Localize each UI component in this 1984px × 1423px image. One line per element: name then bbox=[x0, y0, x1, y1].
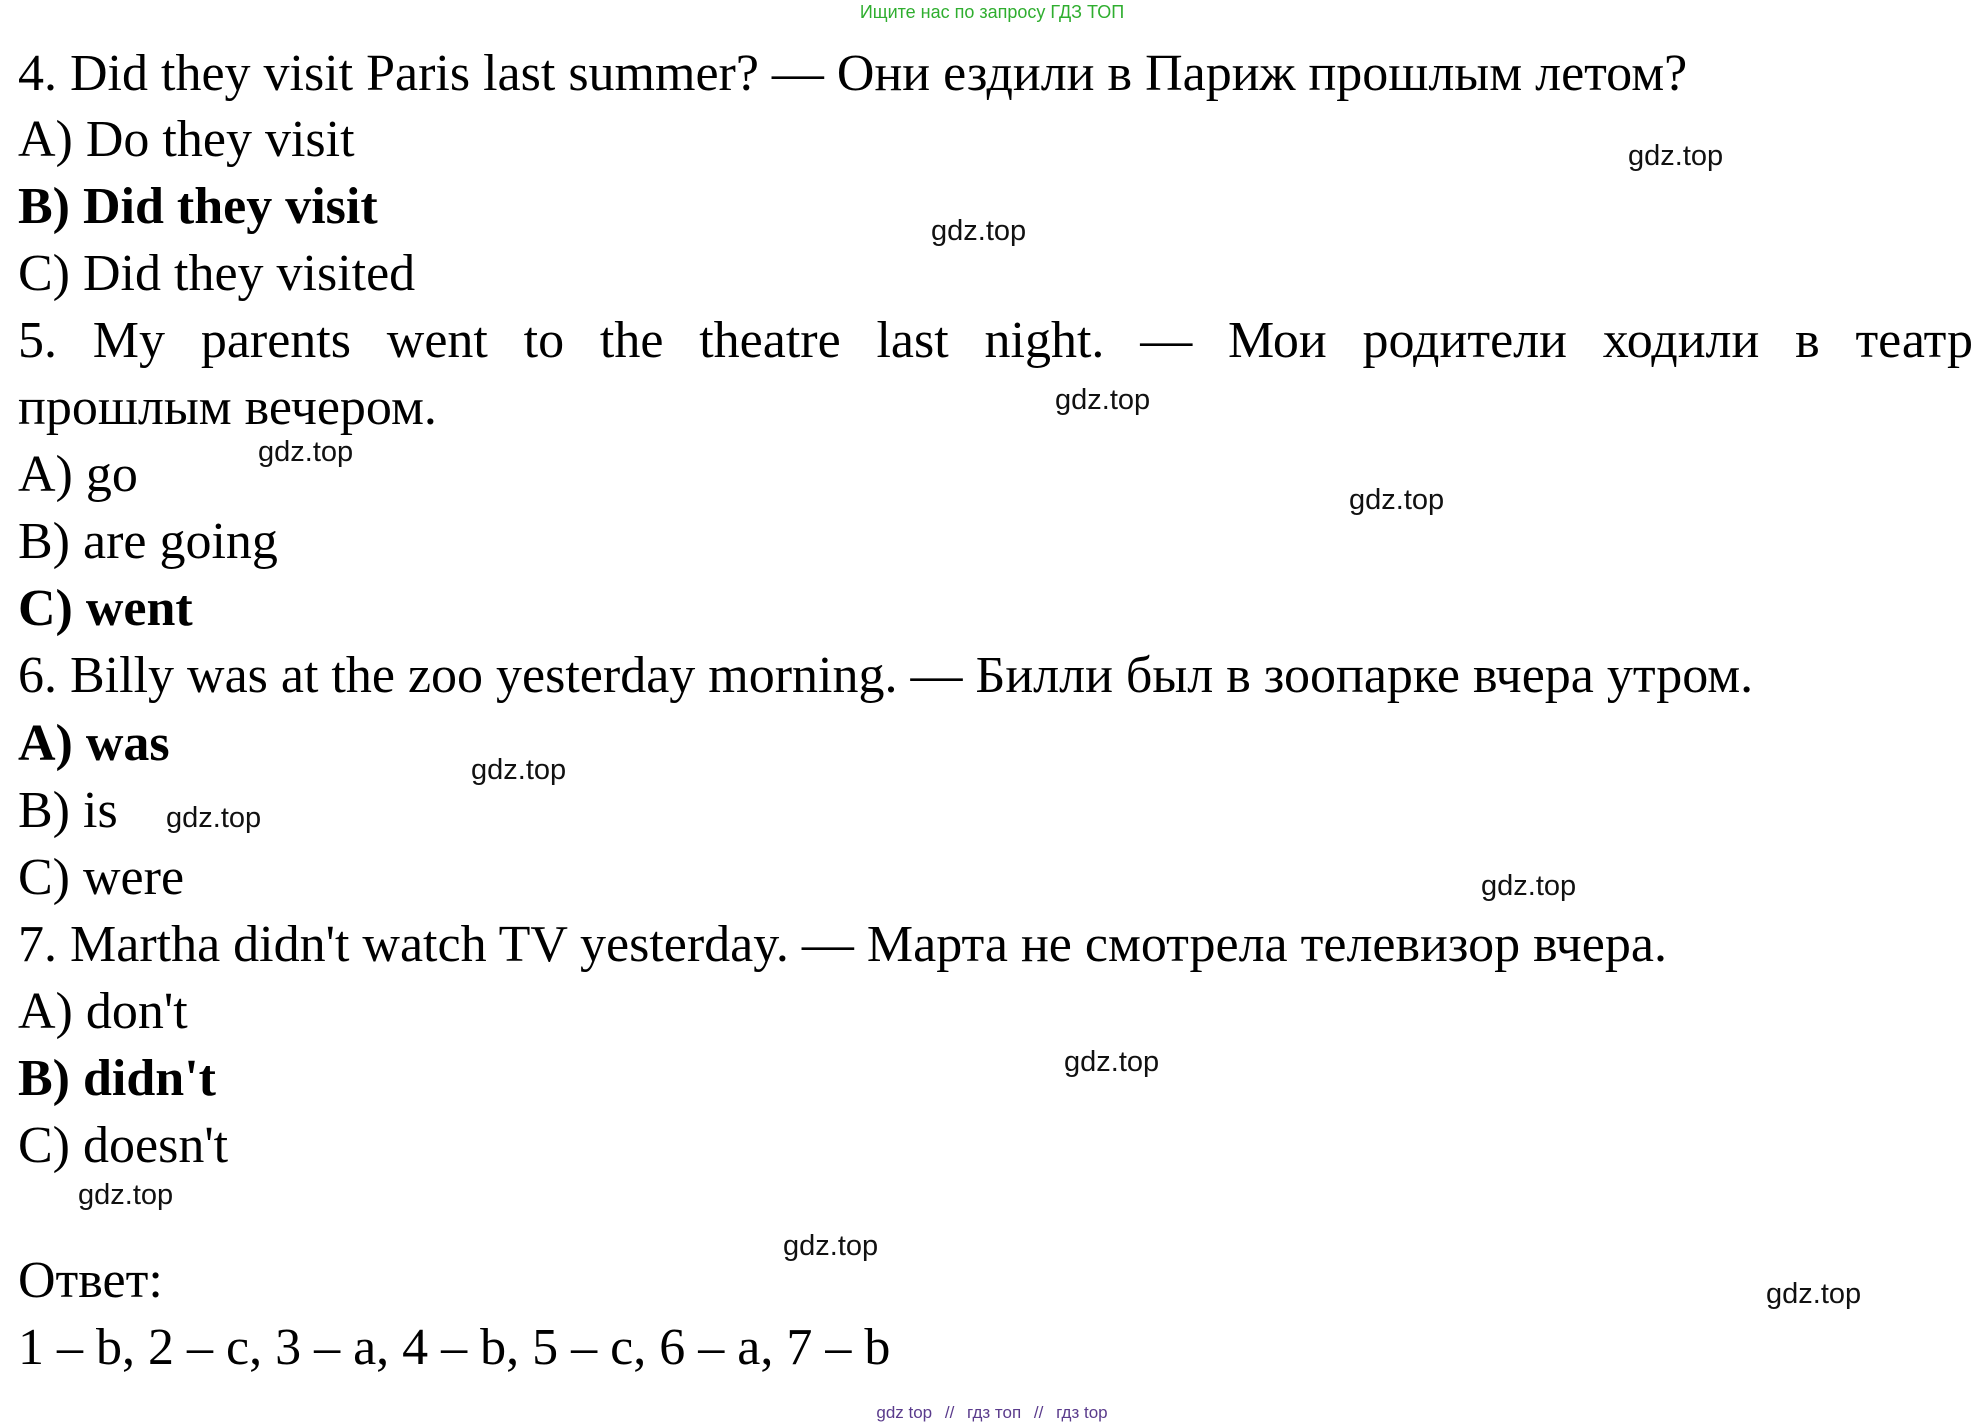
question-6-option-b: B) is bbox=[18, 782, 118, 839]
question-4-option-a: A) Do they visit bbox=[18, 111, 355, 168]
question-7-option-a: A) don't bbox=[18, 983, 188, 1040]
footer-separator: // bbox=[944, 1403, 955, 1422]
question-4-option-c: C) Did they visited bbox=[18, 245, 416, 302]
watermark: gdz.top bbox=[258, 436, 354, 468]
question-5-option-c-correct: C) went bbox=[18, 580, 193, 637]
footer-links bbox=[0, 1403, 1984, 1423]
question-7-prompt: 7. Martha didn't watch TV yesterday. — Марта не смотрела телевизор вчера. bbox=[18, 916, 1667, 973]
watermark: gdz.top bbox=[1766, 1278, 1862, 1310]
watermark: gdz.top bbox=[78, 1179, 174, 1211]
question-6-option-c: C) were bbox=[18, 849, 185, 906]
watermark: gdz.top bbox=[1481, 870, 1577, 902]
question-4-option-b-correct: B) Did they visit bbox=[18, 178, 378, 235]
watermark: gdz.top bbox=[471, 754, 567, 786]
question-7-option-b-correct: B) didn't bbox=[18, 1050, 216, 1107]
watermark: gdz.top bbox=[931, 215, 1027, 247]
watermark: gdz.top bbox=[783, 1230, 879, 1262]
watermark: gdz.top bbox=[166, 802, 262, 834]
watermark: gdz.top bbox=[1055, 384, 1151, 416]
footer-link[interactable]: gdz top bbox=[876, 1403, 933, 1422]
footer-link[interactable]: гдз топ bbox=[967, 1403, 1022, 1422]
question-7-option-c: C) doesn't bbox=[18, 1117, 229, 1174]
question-6-option-a-correct: A) was bbox=[18, 715, 170, 772]
question-5-option-b: B) are going bbox=[18, 513, 278, 570]
question-6-prompt: 6. Billy was at the zoo yesterday morning. — Билли был в зоопарке вчера утром. bbox=[18, 647, 1754, 704]
watermark: gdz.top bbox=[1064, 1046, 1160, 1078]
question-5-option-a: A) go bbox=[18, 446, 138, 503]
footer-separator: // bbox=[1033, 1403, 1044, 1422]
answer-label: Ответ: bbox=[18, 1252, 163, 1309]
question-5-prompt-line1: 5. My parents went to the theatre last night. — Мои родители ходили в театр bbox=[18, 312, 1973, 369]
answer-text: 1 – b, 2 – c, 3 – a, 4 – b, 5 – c, 6 – a, 7 – b bbox=[18, 1319, 891, 1376]
watermark: gdz.top bbox=[1349, 484, 1445, 516]
watermark: gdz.top bbox=[1628, 140, 1724, 172]
search-banner: Ищите нас по запросу ГДЗ ТОП bbox=[859, 2, 1125, 22]
question-5-prompt-line2: прошлым вечером. bbox=[18, 379, 437, 436]
footer-link[interactable]: гдз top bbox=[1056, 1403, 1108, 1422]
question-4-prompt: 4. Did they visit Paris last summer? — Они ездили в Париж прошлым летом? bbox=[18, 45, 1688, 102]
